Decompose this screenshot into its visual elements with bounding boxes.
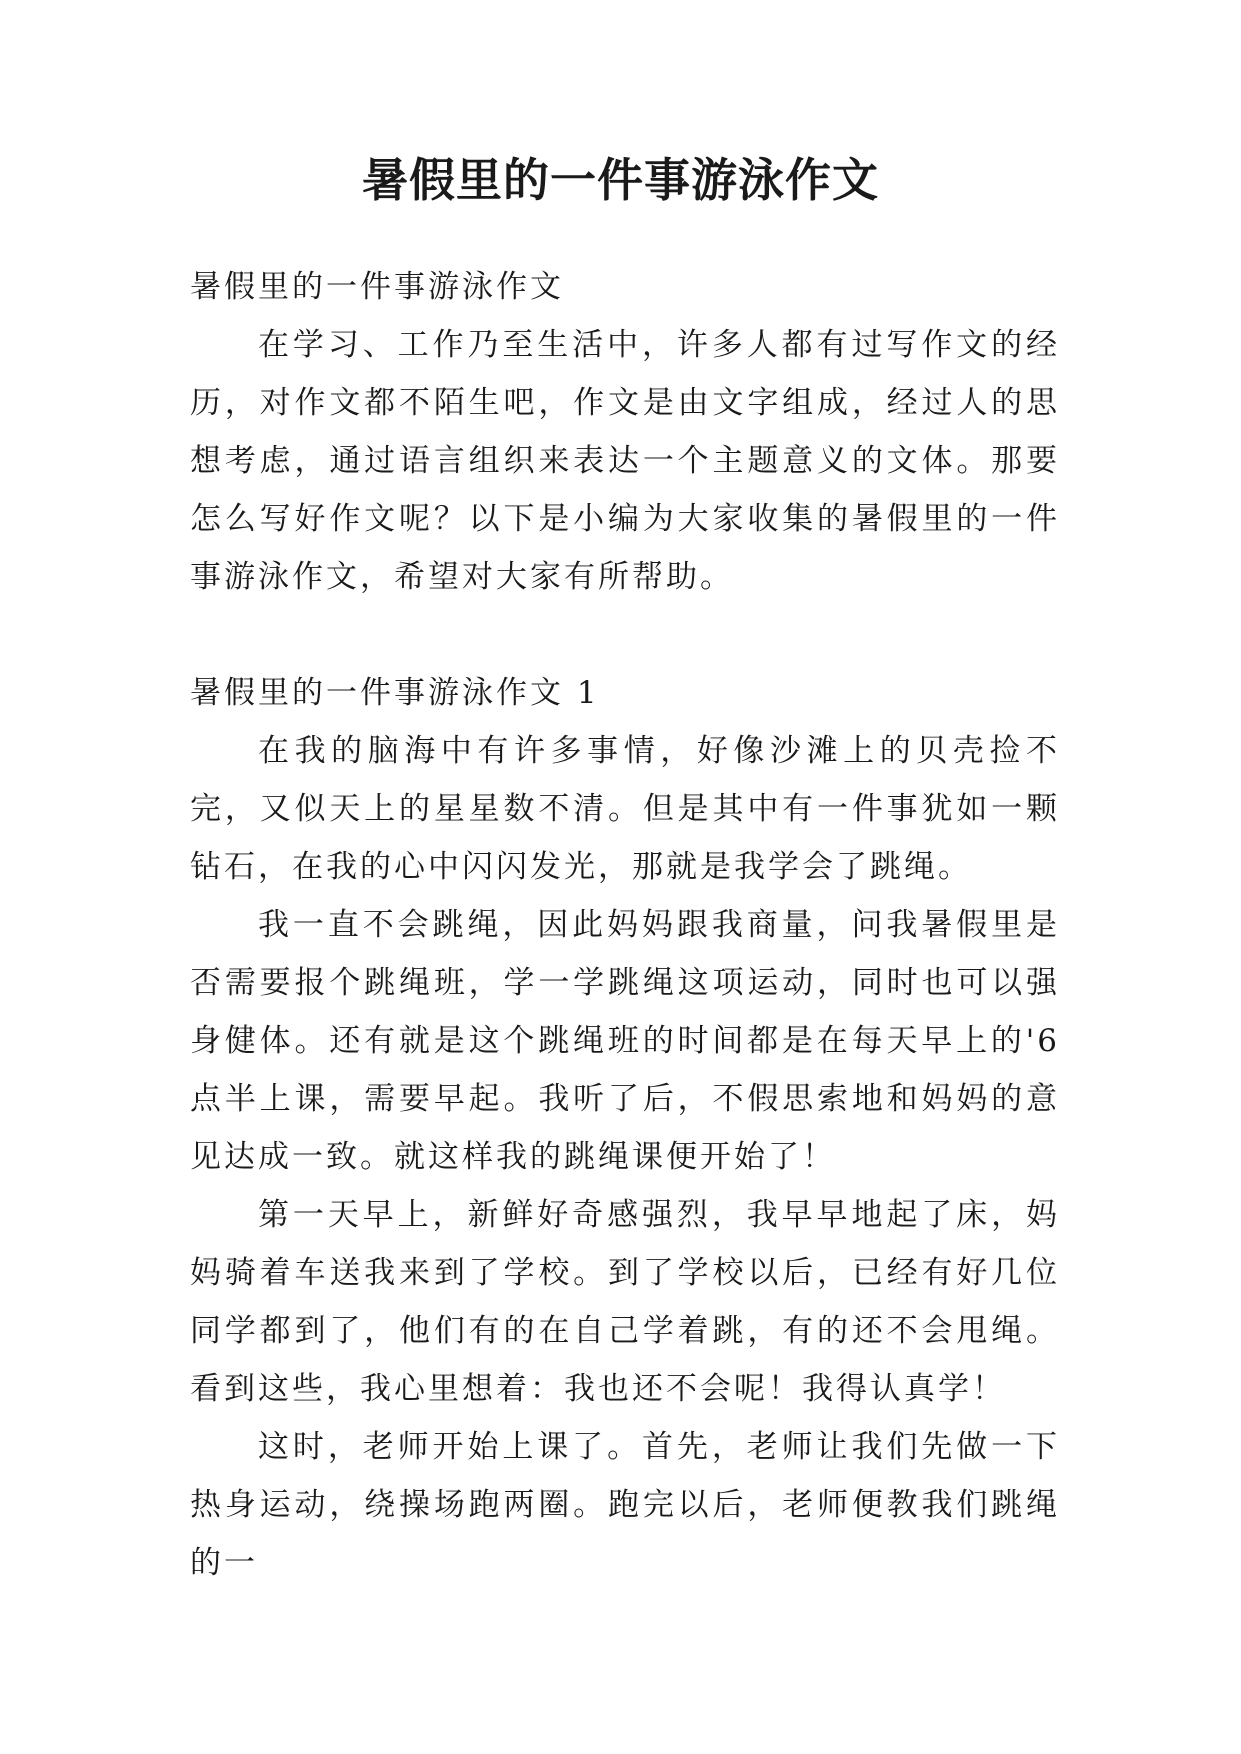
- section-1-paragraph-2: 我一直不会跳绳，因此妈妈跟我商量，问我暑假里是否需要报个跳绳班，学一学跳绳这项运动，同时也可以强身健体。还有就是这个跳绳班的时间都是在每天早上的'6 点半上课，需要早起。我听了后，不假思索地和妈妈的意见达成一致。就这样我的跳绳课便开始了！: [190, 907, 1060, 1175]
- section-1-paragraph-3: 第一天早上，新鲜好奇感强烈，我早早地起了床，妈妈骑着车送我来到了学校。到了学校以后，已经有好几位同学都到了，他们有的在自己学着跳，有的还不会甩绳。看到这些，我心里想着：我也还不会呢！我得认真学！: [190, 1197, 1060, 1407]
- intro-heading: 暑假里的一件事游泳作文: [190, 269, 564, 305]
- section-spacer: [190, 606, 1060, 664]
- section-1-paragraph-1: 在我的脑海中有许多事情，好像沙滩上的贝壳捡不完，又似天上的星星数不清。但是其中有一件事犹如一颗钻石，在我的心中闪闪发光，那就是我学会了跳绳。: [190, 733, 1060, 885]
- section-1-paragraph-4: 这时，老师开始上课了。首先，老师让我们先做一下热身运动，绕操场跑两圈。跑完以后，老师便教我们跳绳的一: [190, 1429, 1060, 1581]
- document-body: [190, 258, 1060, 1592]
- intro-paragraph: 在学习、工作乃至生活中，许多人都有过写作文的经历，对作文都不陌生吧，作文是由文字组成，经过人的思想考虑，通过语言组织来表达一个主题意义的文体。那要怎么写好作文呢？以下是小编为大家收集的暑假里的一件事游泳作文，希望对大家有所帮助。: [190, 327, 1060, 595]
- section-1-heading: 暑假里的一件事游泳作文 1: [190, 675, 600, 711]
- document-title: 暑假里的一件事游泳作文: [362, 153, 879, 207]
